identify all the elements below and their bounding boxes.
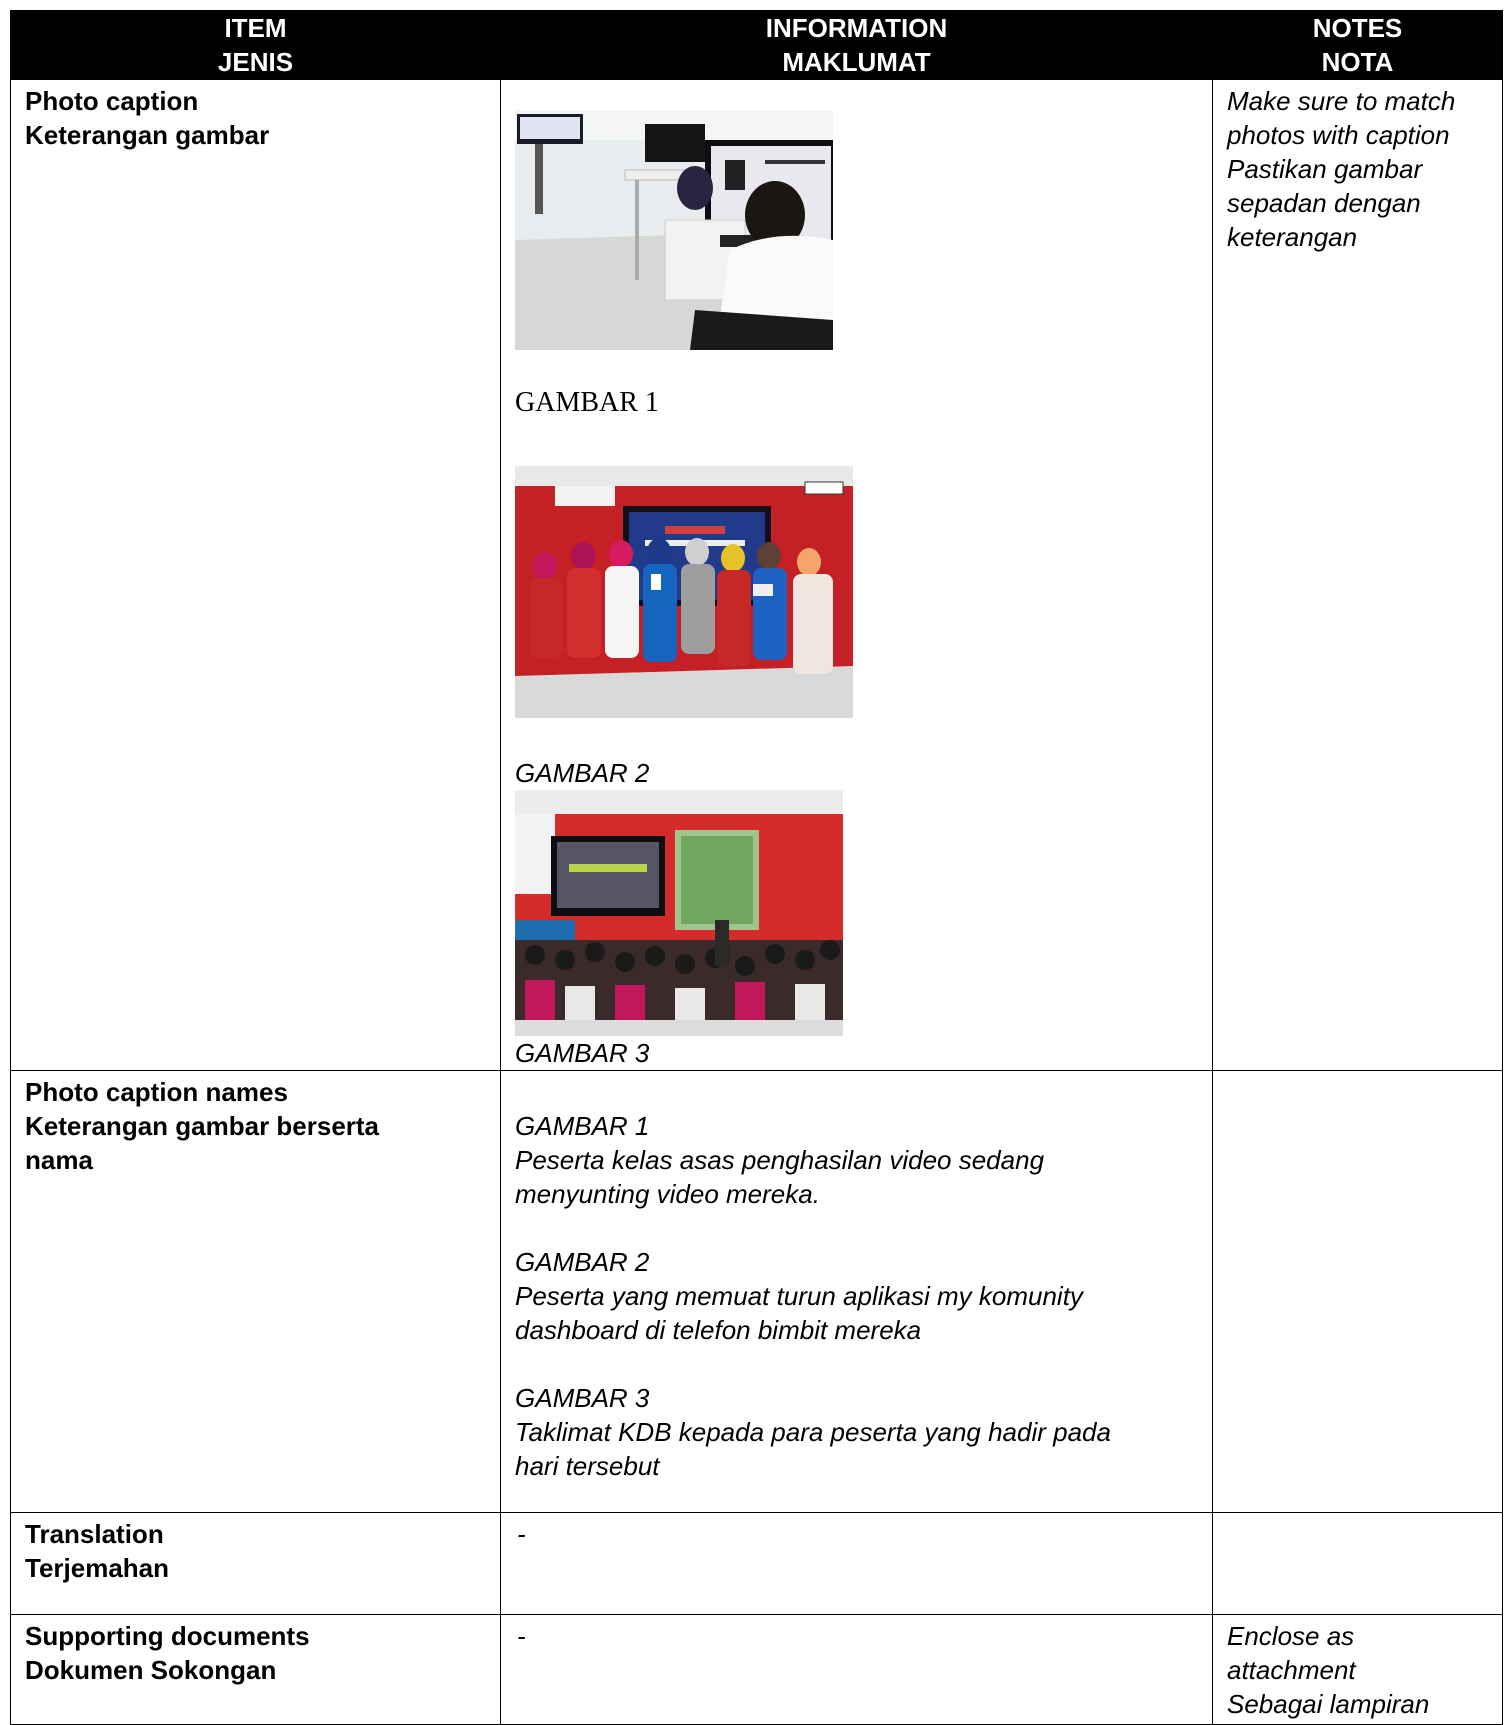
photo-caption-note [1213, 80, 1503, 1071]
note-line: keterangan [1227, 222, 1358, 252]
label-line: Photo caption names [25, 1077, 288, 1107]
caption-entry-2 [515, 1245, 1212, 1347]
caption-gambar-2: GAMBAR 2 [515, 758, 650, 788]
header-information [501, 11, 1213, 80]
header-row [11, 11, 1503, 80]
label-line: Keterangan gambar berserta [25, 1111, 380, 1141]
caption-gambar-1: GAMBAR 1 [515, 387, 659, 418]
entry-title: GAMBAR 2 [515, 1247, 650, 1277]
header-item-en: ITEM [224, 13, 287, 43]
note-line: photos with caption [1227, 120, 1450, 150]
caption-gambar-3: GAMBAR 3 [515, 1038, 650, 1068]
translation-note [1213, 1513, 1503, 1615]
photo-caption-info [501, 80, 1213, 1071]
entry-title: GAMBAR 1 [515, 1111, 650, 1141]
note-line: Sebagai lampiran [1227, 1689, 1430, 1719]
label-line: nama [25, 1145, 93, 1175]
caption-names-label [11, 1071, 501, 1513]
entry-line: menyunting video mereka. [515, 1179, 820, 1209]
entry-line: Taklimat KDB kepada para peserta yang hadir pada [515, 1417, 1111, 1447]
header-item-ms: JENIS [217, 47, 294, 77]
note-line: sepadan dengan [1227, 188, 1421, 218]
row-photo-caption [11, 80, 1503, 1071]
translation-label [11, 1513, 501, 1615]
label-en: Supporting documents [25, 1621, 310, 1651]
entry-line: hari tersebut [515, 1451, 660, 1481]
photo-computer-lab [515, 110, 833, 350]
note-line: Make sure to match [1227, 86, 1456, 116]
label-en: Photo caption [25, 86, 199, 116]
row-caption-names [11, 1071, 1503, 1513]
caption-entry-1 [515, 1109, 1212, 1211]
note-line: Enclose as [1227, 1621, 1355, 1651]
label-ms: Keterangan gambar [25, 120, 270, 150]
entry-line: Peserta kelas asas penghasilan video sedang [515, 1145, 1045, 1175]
row-supporting-documents [11, 1615, 1503, 1725]
note-line: attachment [1227, 1655, 1356, 1685]
entry-line: dashboard di telefon bimbit mereka [515, 1315, 922, 1345]
caption-names-note [1213, 1071, 1503, 1513]
row-translation [11, 1513, 1503, 1615]
header-notes [1213, 11, 1503, 80]
info-table [10, 10, 1503, 1725]
photo-caption-label [11, 80, 501, 1071]
label-ms: Terjemahan [25, 1553, 170, 1583]
translation-value: - [501, 1513, 1213, 1615]
header-info-ms: MAKLUMAT [782, 47, 931, 77]
caption-names-info [501, 1071, 1213, 1513]
entry-title: GAMBAR 3 [515, 1383, 650, 1413]
supporting-value: - [501, 1615, 1213, 1725]
entry-line: Peserta yang memuat turun aplikasi my komunity [515, 1281, 1083, 1311]
supporting-note [1213, 1615, 1503, 1725]
supporting-label [11, 1615, 501, 1725]
caption-entry-3 [515, 1381, 1212, 1483]
header-notes-ms: NOTA [1321, 47, 1394, 77]
header-item [11, 11, 501, 80]
header-notes-en: NOTES [1312, 13, 1403, 43]
label-en: Translation [25, 1519, 164, 1549]
photo-briefing [515, 790, 843, 1036]
label-ms: Dokumen Sokongan [25, 1655, 277, 1685]
header-info-en: INFORMATION [765, 13, 948, 43]
note-line: Pastikan gambar [1227, 154, 1423, 184]
photo-group [515, 466, 853, 718]
